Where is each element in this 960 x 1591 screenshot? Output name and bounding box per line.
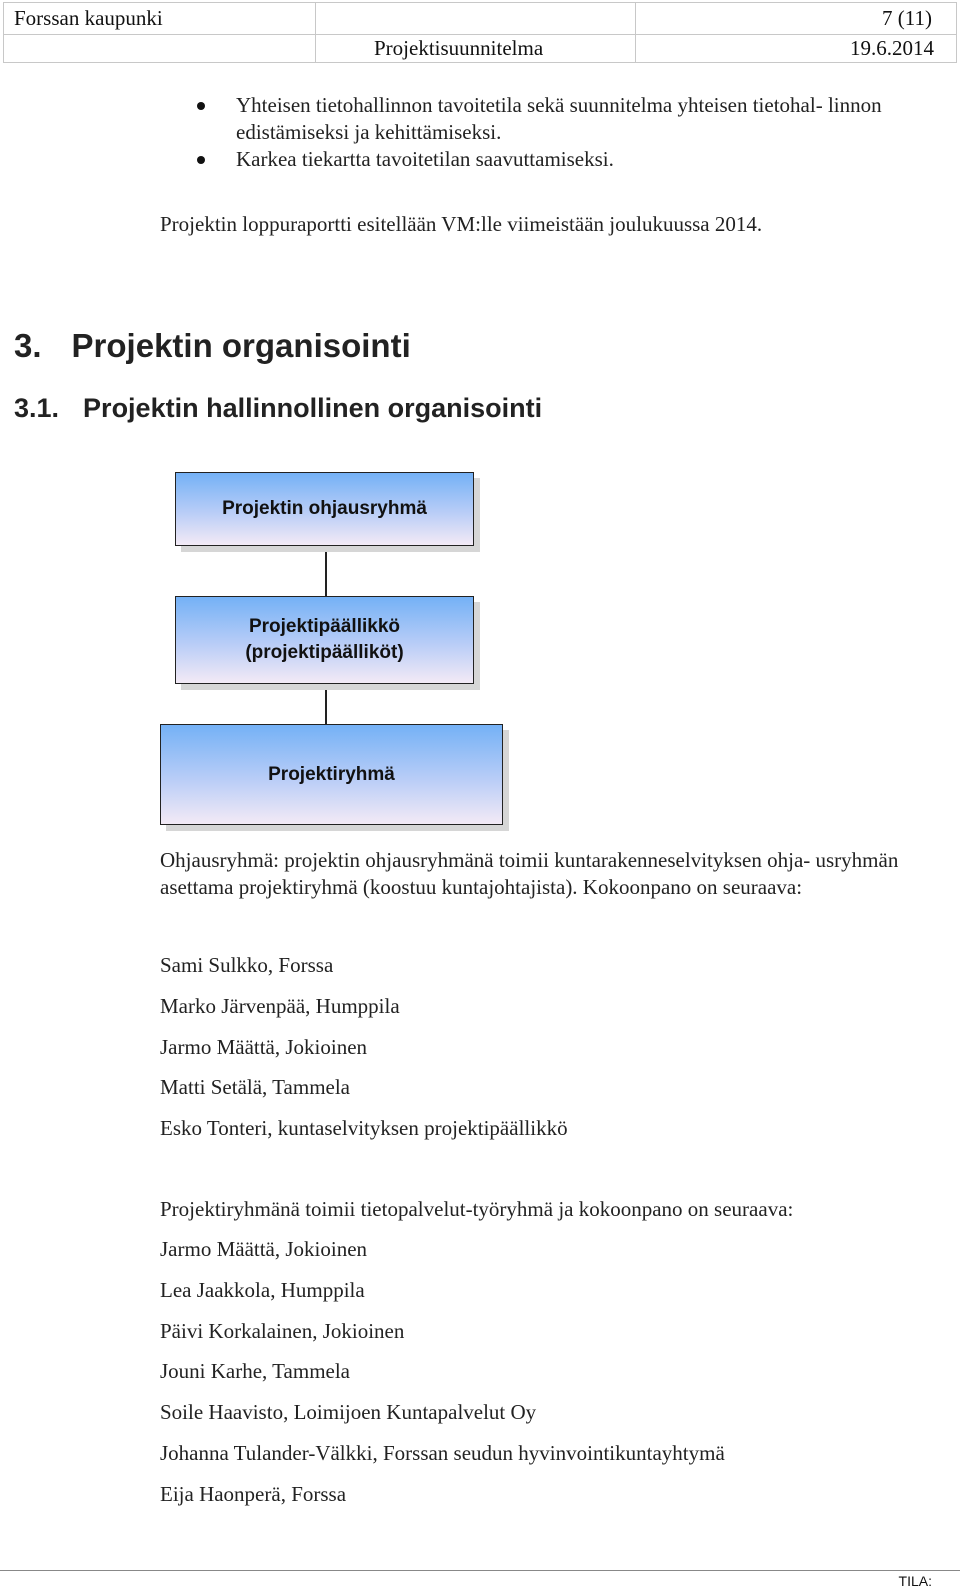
document-header <box>3 2 957 63</box>
org-box-label: Projektiryhmä <box>268 763 395 785</box>
bullet-item <box>160 92 950 146</box>
list-item: Jarmo Määttä, Jokioinen <box>160 1034 368 1059</box>
list-item: Matti Setälä, Tammela <box>160 1075 351 1100</box>
list-item: Jouni Karhe, Tammela <box>160 1359 351 1384</box>
header-divider <box>635 3 636 62</box>
header-organization: Forssan kaupunki <box>14 6 163 30</box>
header-divider <box>315 3 316 62</box>
project-member-list <box>160 1236 725 1522</box>
header-date: 19.6.2014 <box>850 36 934 60</box>
bullet-text: Yhteisen tietohallinnon tavoitetila sekä suunnitelma yhteisen tietohal- linnon edistämiseksi ja kehittämiseksi. <box>236 93 882 144</box>
org-box-label: Projektin ohjausryhmä <box>222 498 427 519</box>
org-connector <box>325 552 327 596</box>
list-item: Lea Jaakkola, Humppila <box>160 1277 365 1302</box>
org-box-label: Projektipäällikkö <box>248 616 400 637</box>
org-box-project-manager <box>175 596 474 684</box>
bullet-dot-icon <box>197 156 205 164</box>
org-box-label: (projektipäälliköt) <box>245 642 404 663</box>
org-box-project-team <box>160 724 503 825</box>
project-team-intro: Projektiryhmänä toimii tietopalvelut-työryhmä ja kokoonpano on seuraava: <box>160 1197 794 1221</box>
list-item: Eija Haonperä, Forssa <box>160 1481 347 1506</box>
bullet-dot-icon <box>197 102 205 110</box>
footer-divider <box>0 1570 960 1571</box>
org-connector <box>325 690 327 724</box>
list-item: Esko Tonteri, kuntaselvityksen projektipäällikkö <box>160 1116 568 1141</box>
header-document-title: Projektisuunnitelma <box>374 36 544 60</box>
list-item: Soile Haavisto, Loimijoen Kuntapalvelut Oy <box>160 1400 537 1425</box>
list-item: Marko Järvenpää, Humppila <box>160 993 400 1018</box>
org-box-steering-group <box>175 472 474 546</box>
subsection-number: 3.1. <box>14 393 60 423</box>
footer-status-label: TILA: <box>898 1573 932 1589</box>
list-item: Johanna Tulander-Välkki, Forssan seudun hyvinvointikuntayhtymä <box>160 1440 725 1465</box>
steering-group-intro: Ohjausryhmä: projektin ohjausryhmänä toimii kuntarakenneselvityksen ohja- usryhmän asettama projektiryhmä (koostuu kuntajohtajista). Kokoonpano on seuraava: <box>160 848 899 899</box>
goal-bullet-list <box>160 92 950 173</box>
steering-member-list <box>160 952 568 1156</box>
list-item: Jarmo Määttä, Jokioinen <box>160 1237 368 1261</box>
bullet-item <box>160 146 950 173</box>
list-item: Päivi Korkalainen, Jokioinen <box>160 1318 405 1343</box>
section-number: 3. <box>14 327 42 364</box>
section-title: Projektin organisointi <box>71 327 411 364</box>
subsection-heading <box>14 393 542 424</box>
list-item: Sami Sulkko, Forssa <box>160 953 334 977</box>
section-heading <box>14 327 411 365</box>
bullet-text: Karkea tiekartta tavoitetilan saavuttamiseksi. <box>236 147 614 171</box>
report-paragraph: Projektin loppuraportti esitellään VM:lle viimeistään joulukuussa 2014. <box>160 212 763 236</box>
header-page-number: 7 (11) <box>882 6 932 30</box>
subsection-title: Projektin hallinnollinen organisointi <box>83 393 543 423</box>
